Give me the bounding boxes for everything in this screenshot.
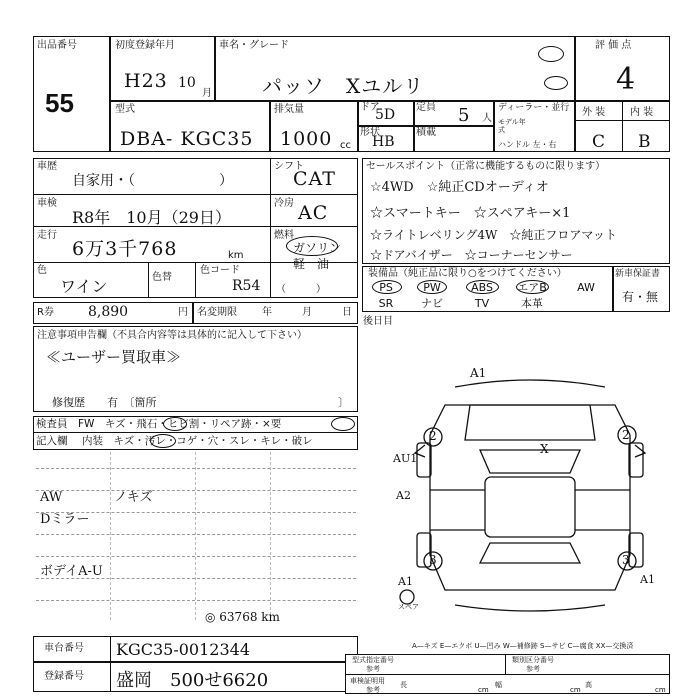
shape-value: HB bbox=[372, 134, 395, 150]
cert-label: 車検証明用 bbox=[350, 677, 385, 685]
equip-abs: ABS bbox=[471, 281, 493, 294]
memo-line-1: AW ノキズ bbox=[40, 490, 153, 505]
damage-legend: A—キズ E—エクボ U—凹み W—補修跡 S—サビ C—腐食 XX—交換済 bbox=[412, 642, 634, 650]
reg-era: H23 bbox=[124, 70, 168, 92]
airbag-circle bbox=[516, 280, 549, 294]
cat-label: 類別区分番号 bbox=[512, 656, 554, 664]
plate-value: 盛岡 500せ6620 bbox=[116, 670, 269, 691]
4wd-stamp-2 bbox=[544, 76, 568, 90]
shift-label: シフト bbox=[274, 161, 304, 172]
equip-sr: SR bbox=[378, 297, 394, 310]
chassis-label: 車台番号 bbox=[44, 643, 84, 654]
recycle-label: R券 bbox=[37, 307, 54, 318]
name-change-value: 年 月 日 bbox=[262, 307, 352, 318]
color-label: 色 bbox=[37, 265, 47, 276]
score-value: 4 bbox=[616, 62, 637, 97]
width-cm: cm bbox=[570, 686, 581, 694]
memo-line-2: Dミラー bbox=[40, 512, 90, 527]
odo-note: ◎ 63768 km bbox=[205, 610, 280, 624]
displacement-value: 1000 bbox=[280, 128, 333, 150]
cc-unit: cc bbox=[340, 140, 351, 151]
reg-month: 10 bbox=[178, 75, 196, 91]
mark-front-left-2: 2 bbox=[429, 429, 437, 443]
ac-label: 冷房 bbox=[274, 198, 294, 209]
fuel-label: 燃料 bbox=[274, 230, 294, 241]
repair-label: 修復歴 有 〔箇所 bbox=[52, 396, 157, 409]
fuel-paren: （ ） bbox=[276, 284, 326, 295]
mark-door-a2: A2 bbox=[396, 489, 411, 502]
car-name: パッソ Xユルリ bbox=[262, 74, 425, 98]
long-label: 長 bbox=[400, 681, 407, 689]
ps-circle bbox=[372, 280, 402, 294]
color-code-value: R54 bbox=[232, 278, 261, 294]
equipment-label: 装備品（純正品に限り○をつけてください） bbox=[368, 268, 567, 279]
equip-ps: PS bbox=[379, 281, 393, 294]
cat-ref: 参考 bbox=[526, 665, 540, 673]
shift-value: CAT bbox=[293, 168, 336, 190]
equip-navi: ナビ bbox=[421, 297, 443, 310]
front-right-wheel bbox=[629, 443, 643, 477]
dealer-label: ディーラー・並行 bbox=[498, 103, 570, 113]
reg-label: 初度登録年月 bbox=[115, 40, 175, 51]
ext-label: 外 装 bbox=[582, 107, 606, 118]
warranty-value: 有・無 bbox=[622, 290, 659, 304]
fuel-value: ガソリン 軽 油 bbox=[293, 241, 342, 271]
spare-tire bbox=[400, 590, 414, 604]
hood bbox=[465, 405, 595, 440]
equip-aw: AW bbox=[577, 281, 595, 294]
rear-window bbox=[480, 543, 580, 563]
capacity-label: 定員 bbox=[416, 102, 436, 113]
mark-rear-a1-left: A1 bbox=[398, 575, 413, 588]
mark-fender-au1: AU1 bbox=[393, 452, 418, 465]
mark-rear-a1-right: A1 bbox=[640, 573, 655, 586]
load-label: 積載 bbox=[416, 127, 436, 138]
inspect-row: 検査員 FW キズ・飛石・ヒビ割・リペア跡・×要 bbox=[36, 418, 282, 430]
handle-label: ハンドル 左・右 bbox=[498, 140, 557, 149]
abs-circle bbox=[466, 280, 499, 294]
back-label: 後日目 bbox=[363, 316, 393, 327]
equip-pw: PW bbox=[423, 281, 441, 294]
lot-label: 出品番号 bbox=[37, 40, 77, 51]
stone-chip-circle bbox=[163, 417, 187, 431]
dirt-circle bbox=[150, 434, 176, 448]
front-bumper bbox=[455, 380, 605, 387]
inspect-value: R8年 10月（29日） bbox=[72, 208, 231, 227]
sales-line-3: ☆ライトレベリング4W ☆純正フロアマット bbox=[370, 228, 617, 242]
height-cm: cm bbox=[655, 686, 666, 694]
color-change-label: 色替 bbox=[152, 272, 172, 283]
mark-rear-left-3: 3 bbox=[429, 553, 437, 567]
notes-label: 注意事項申告欄（不具合内容等は具体的に記入して下さい） bbox=[37, 330, 307, 341]
warranty-label: 新車保証書 bbox=[615, 269, 661, 279]
door-value: 5D bbox=[375, 107, 396, 123]
color-value: ワイン bbox=[60, 277, 108, 296]
equip-leather: 本革 bbox=[521, 297, 543, 310]
front-left-wheel bbox=[417, 443, 431, 477]
lot-number: 55 bbox=[45, 88, 74, 118]
int-grade: B bbox=[638, 132, 651, 152]
sales-label: セールスポイント（正常に機能するものに限ります） bbox=[366, 161, 606, 172]
model-value: DBA- KGC35 bbox=[120, 128, 254, 150]
mark-rear-right-3: 3 bbox=[622, 553, 630, 567]
needs-circle bbox=[331, 417, 355, 431]
int-label: 内 装 bbox=[630, 107, 654, 118]
mark-front-a1: A1 bbox=[470, 366, 487, 380]
person-unit: 人 bbox=[482, 113, 492, 124]
car-diagram bbox=[385, 365, 675, 615]
width-label: 幅 bbox=[495, 681, 502, 689]
yen-unit: 円 bbox=[178, 307, 188, 318]
model-label: 型式 bbox=[115, 104, 135, 115]
mileage-value: 6万3千768 bbox=[72, 238, 178, 260]
memo-line-3: ボデイA-U bbox=[40, 564, 103, 579]
type-cert-ref: 参考 bbox=[366, 665, 380, 673]
repair-close: 〕 bbox=[338, 396, 349, 409]
cert-ref: 参考 bbox=[366, 686, 380, 694]
inspect-label: 車検 bbox=[37, 198, 57, 209]
ext-grade: C bbox=[592, 132, 606, 152]
sales-line-2: ☆スマートキー ☆スペアキー×1 bbox=[370, 206, 571, 221]
ac-value: AC bbox=[298, 202, 329, 224]
score-label: 評 価 点 bbox=[595, 40, 632, 51]
record-row: 内装 キズ・汚レ・コゲ・穴・スレ・キレ・破レ bbox=[82, 435, 313, 447]
notes-value: ≪ユーザー買取車≫ bbox=[46, 348, 182, 366]
body-outline bbox=[430, 405, 630, 590]
sales-line-4: ☆ドアバイザー ☆コーナーセンサー bbox=[370, 248, 573, 262]
long-cm: cm bbox=[478, 686, 489, 694]
mark-roof-x: X bbox=[540, 442, 549, 456]
mileage-label: 走行 bbox=[37, 230, 57, 241]
chassis-value: KGC35-0012344 bbox=[116, 640, 250, 659]
model-year-label: モデル年式 bbox=[498, 118, 526, 134]
equip-airbag: エアB bbox=[517, 281, 547, 294]
4wd-stamp bbox=[538, 46, 564, 62]
history-value: 自家用・（ ） bbox=[72, 173, 233, 189]
shape-label: 形状 bbox=[360, 127, 380, 138]
color-code-label: 色コード bbox=[200, 265, 240, 276]
record-label: 記入欄 bbox=[36, 435, 68, 447]
roof bbox=[485, 477, 575, 537]
equip-tv: TV bbox=[474, 297, 490, 310]
name-change-label: 名変期限 bbox=[197, 307, 237, 318]
recycle-value: 8,890 bbox=[88, 304, 129, 320]
door-label: ドア bbox=[360, 102, 380, 113]
km-unit: km bbox=[228, 250, 244, 261]
mark-front-right-2: 2 bbox=[622, 428, 630, 442]
windshield bbox=[480, 450, 580, 473]
reg-month-unit: 月 bbox=[202, 88, 212, 99]
sales-line-1: ☆4WD ☆純正CDオーディオ bbox=[370, 180, 549, 195]
rear-bumper bbox=[455, 605, 605, 611]
type-cert-label: 型式指定番号 bbox=[352, 656, 394, 664]
plate-label: 登録番号 bbox=[44, 671, 84, 682]
spare-label: スペア bbox=[398, 603, 419, 611]
height-label: 高 bbox=[585, 681, 592, 689]
pw-circle bbox=[417, 280, 447, 294]
car-name-label: 車名・グレード bbox=[219, 40, 289, 51]
history-label: 車歴 bbox=[37, 161, 57, 172]
displacement-label: 排気量 bbox=[274, 104, 304, 115]
capacity-value: 5 bbox=[458, 105, 470, 126]
fuel-circle bbox=[286, 236, 338, 256]
